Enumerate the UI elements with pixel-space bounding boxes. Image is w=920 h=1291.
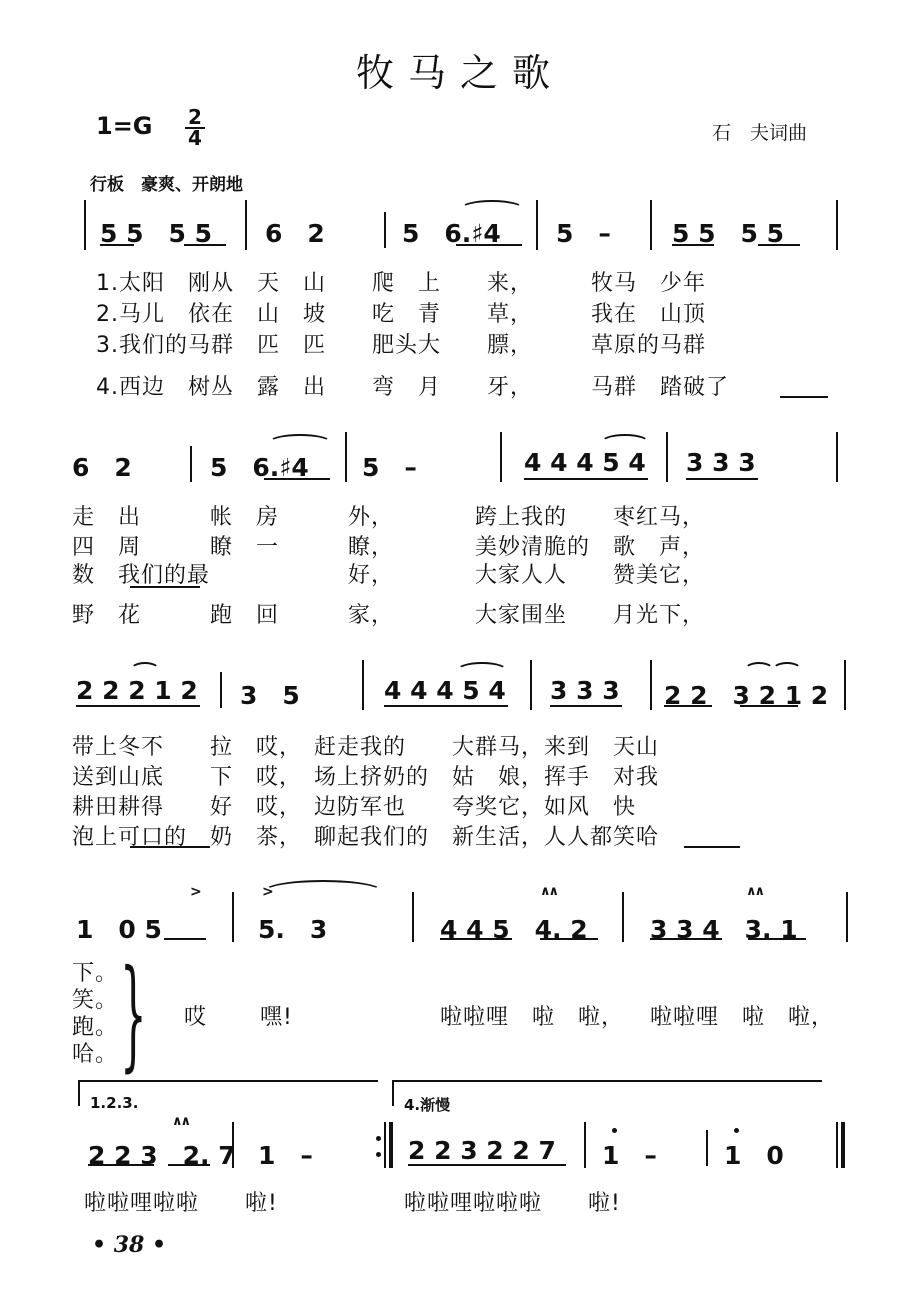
barline <box>362 660 364 710</box>
underline <box>456 244 522 246</box>
barline <box>245 200 247 250</box>
refrain-word: 啦啦哩 啦 啦， <box>440 1005 625 1030</box>
barline <box>836 432 838 482</box>
tie <box>262 880 384 904</box>
barline <box>84 200 86 250</box>
key-signature: 1=G <box>96 112 153 140</box>
song-title: 牧马之歌 <box>355 51 564 95</box>
underline <box>168 1164 210 1166</box>
slur <box>268 434 332 452</box>
measure-4-3: 4 4 5 4. 2 <box>440 915 588 944</box>
volta-bracket-2 <box>392 1080 822 1082</box>
underline <box>76 705 200 707</box>
underline <box>780 396 828 398</box>
lyric-line: 啦啦哩啦啦 啦! <box>84 1191 278 1216</box>
lyric-line: 啦啦哩啦啦啦 啦! <box>404 1191 621 1216</box>
measure-4-2: 5. 3 <box>258 915 328 944</box>
time-signature-top: 2 <box>188 105 202 129</box>
lyric-line: 四 周 瞭 一 瞭， 美妙清脆的 歌 声， <box>72 535 706 560</box>
measure-1-2: 6 2 <box>265 219 325 248</box>
measure-3-1: 2 2 2 1 2 <box>76 676 198 705</box>
lyric-line: 泡上可口的 奶 茶， 聊起我们的 新生活，人人都笑哈 <box>72 825 660 850</box>
lyric-line: 带上冬不 拉 哎， 赶走我的 大群马，来到 天山 <box>72 735 660 760</box>
measure-1-4: 5 – <box>556 219 611 248</box>
volta-1-label: 1.2.3. <box>90 1094 139 1112</box>
refrain-word: 啦啦哩 啦 啦， <box>650 1005 835 1030</box>
page-number: • 38 • <box>92 1232 167 1258</box>
barline <box>666 432 668 482</box>
barline <box>384 212 386 248</box>
repeat-dot <box>376 1136 381 1141</box>
measure-2-4: 4 4 4 5 4 <box>524 448 646 477</box>
underline <box>686 478 758 480</box>
slur <box>744 662 774 678</box>
barline <box>622 892 624 942</box>
barline <box>232 1122 234 1168</box>
lyric-line: 2.马儿 依在 山 坡 吃 青 草， 我在 山顶 <box>96 302 706 327</box>
underline <box>684 846 740 848</box>
barline <box>536 200 538 250</box>
underline <box>384 705 508 707</box>
underline <box>672 244 714 246</box>
repeat-barline-thick <box>389 1122 393 1168</box>
slur <box>772 662 802 678</box>
underline <box>408 1164 566 1166</box>
underline <box>440 938 512 940</box>
underline <box>88 1164 154 1166</box>
underline <box>748 938 806 940</box>
measure-1-1: 5 5 5 5 <box>100 219 212 248</box>
accent-mark: > <box>262 884 274 900</box>
lyric-end-3: 跑。 <box>72 1015 119 1040</box>
time-signature <box>185 105 205 150</box>
mordent-mark: ∧∧ <box>172 1114 190 1129</box>
tempo-marking: 行板 豪爽、开朗地 <box>90 175 243 195</box>
volta-bracket-2-start <box>392 1080 394 1106</box>
slur <box>600 434 650 452</box>
barline <box>650 660 652 710</box>
underline <box>550 705 622 707</box>
barline <box>220 672 222 708</box>
barline <box>530 660 532 710</box>
measure-2-5: 3 3 3 <box>686 448 756 477</box>
measure-5-4: 1 – <box>602 1141 657 1170</box>
lyric-line: 野 花 跑 回 家， 大家围坐 月光下， <box>72 603 706 628</box>
high-octave-dot <box>734 1128 739 1133</box>
repeat-barline <box>384 1122 386 1168</box>
lyric-line: 4.西边 树丛 露 出 弯 月 牙， 马群 踏破了 <box>96 375 729 400</box>
volta-2-label: 4.渐慢 <box>404 1096 451 1114</box>
final-barline <box>841 1122 845 1168</box>
measure-3-2: 3 5 <box>240 681 300 710</box>
barline <box>844 660 846 710</box>
barline <box>412 892 414 942</box>
lyric-endings <box>72 960 119 1068</box>
underline <box>740 705 798 707</box>
measure-3-5: 2 2 3 2 1 2 <box>664 681 829 710</box>
barline <box>836 200 838 250</box>
lyric-line: 数 我们的最 好， 大家人人 赞美它， <box>72 563 706 588</box>
underline <box>164 938 206 940</box>
volta-bracket-1 <box>78 1080 378 1082</box>
barline <box>846 892 848 942</box>
measure-5-1: 2 2 3 2. 7 <box>88 1141 236 1170</box>
underline <box>130 846 210 848</box>
underline <box>650 938 722 940</box>
measure-1-3: 5 6.♯4 <box>402 219 501 248</box>
measure-4-4: 3 3 4 3. 1 <box>650 915 798 944</box>
underline <box>130 586 200 588</box>
lyric-line: 3.我们的马群 匹 匹 肥头大 膘， 草原的马群 <box>96 333 706 358</box>
underline <box>758 244 800 246</box>
lyric-line: 耕田耕得 好 哎， 边防军也 夸奖它，如风 快 <box>72 795 637 820</box>
slur <box>456 662 508 680</box>
barline <box>836 1122 838 1168</box>
underline <box>264 478 330 480</box>
underline <box>184 244 226 246</box>
refrain-word: 哎 <box>184 1005 208 1030</box>
slur <box>130 662 160 678</box>
underline <box>100 244 134 246</box>
measure-2-1: 6 2 <box>72 453 132 482</box>
measure-5-3: 2 2 3 2 2 7 <box>408 1136 556 1165</box>
barline <box>232 892 234 942</box>
lyric-line: 走 出 帐 房 外， 跨上我的 枣红马， <box>72 505 706 530</box>
measure-3-3: 4 4 4 5 4 <box>384 676 506 705</box>
barline <box>650 200 652 250</box>
lyric-end-1: 下。 <box>72 961 119 986</box>
repeat-dot <box>376 1152 381 1157</box>
underline <box>664 705 712 707</box>
barline <box>584 1122 586 1168</box>
lyric-end-4: 哈。 <box>72 1042 119 1067</box>
measure-4-1: 1 0 5 <box>76 915 162 944</box>
lyric-end-2: 笑。 <box>72 988 119 1013</box>
time-signature-bottom: 4 <box>188 126 202 150</box>
brace-icon: } <box>120 945 147 1084</box>
high-octave-dot <box>612 1128 617 1133</box>
measure-5-5: 1 0 <box>724 1141 784 1170</box>
measure-5-2: 1 – <box>258 1141 313 1170</box>
barline <box>190 446 192 482</box>
barline <box>345 432 347 482</box>
mordent-mark: ∧∧ <box>540 884 558 899</box>
slur <box>460 200 524 218</box>
volta-bracket-1-start <box>78 1080 80 1106</box>
barline <box>706 1130 708 1166</box>
measure-2-3: 5 – <box>362 453 417 482</box>
lyric-line: 1.太阳 刚从 天 山 爬 上 来， 牧马 少年 <box>96 271 706 296</box>
mordent-mark: ∧∧ <box>746 884 764 899</box>
measure-1-5: 5 5 5 5 <box>672 219 784 248</box>
measure-3-4: 3 3 3 <box>550 676 620 705</box>
barline <box>500 432 502 482</box>
measure-2-2: 5 6.♯4 <box>210 453 309 482</box>
composer-credit: 石 夫词曲 <box>712 122 808 144</box>
accent-mark: > <box>190 884 202 900</box>
refrain-word: 嘿! <box>260 1005 293 1030</box>
lyric-line: 送到山底 下 哎， 场上挤奶的 姑 娘，挥手 对我 <box>72 765 660 790</box>
underline <box>524 478 648 480</box>
underline <box>540 938 598 940</box>
